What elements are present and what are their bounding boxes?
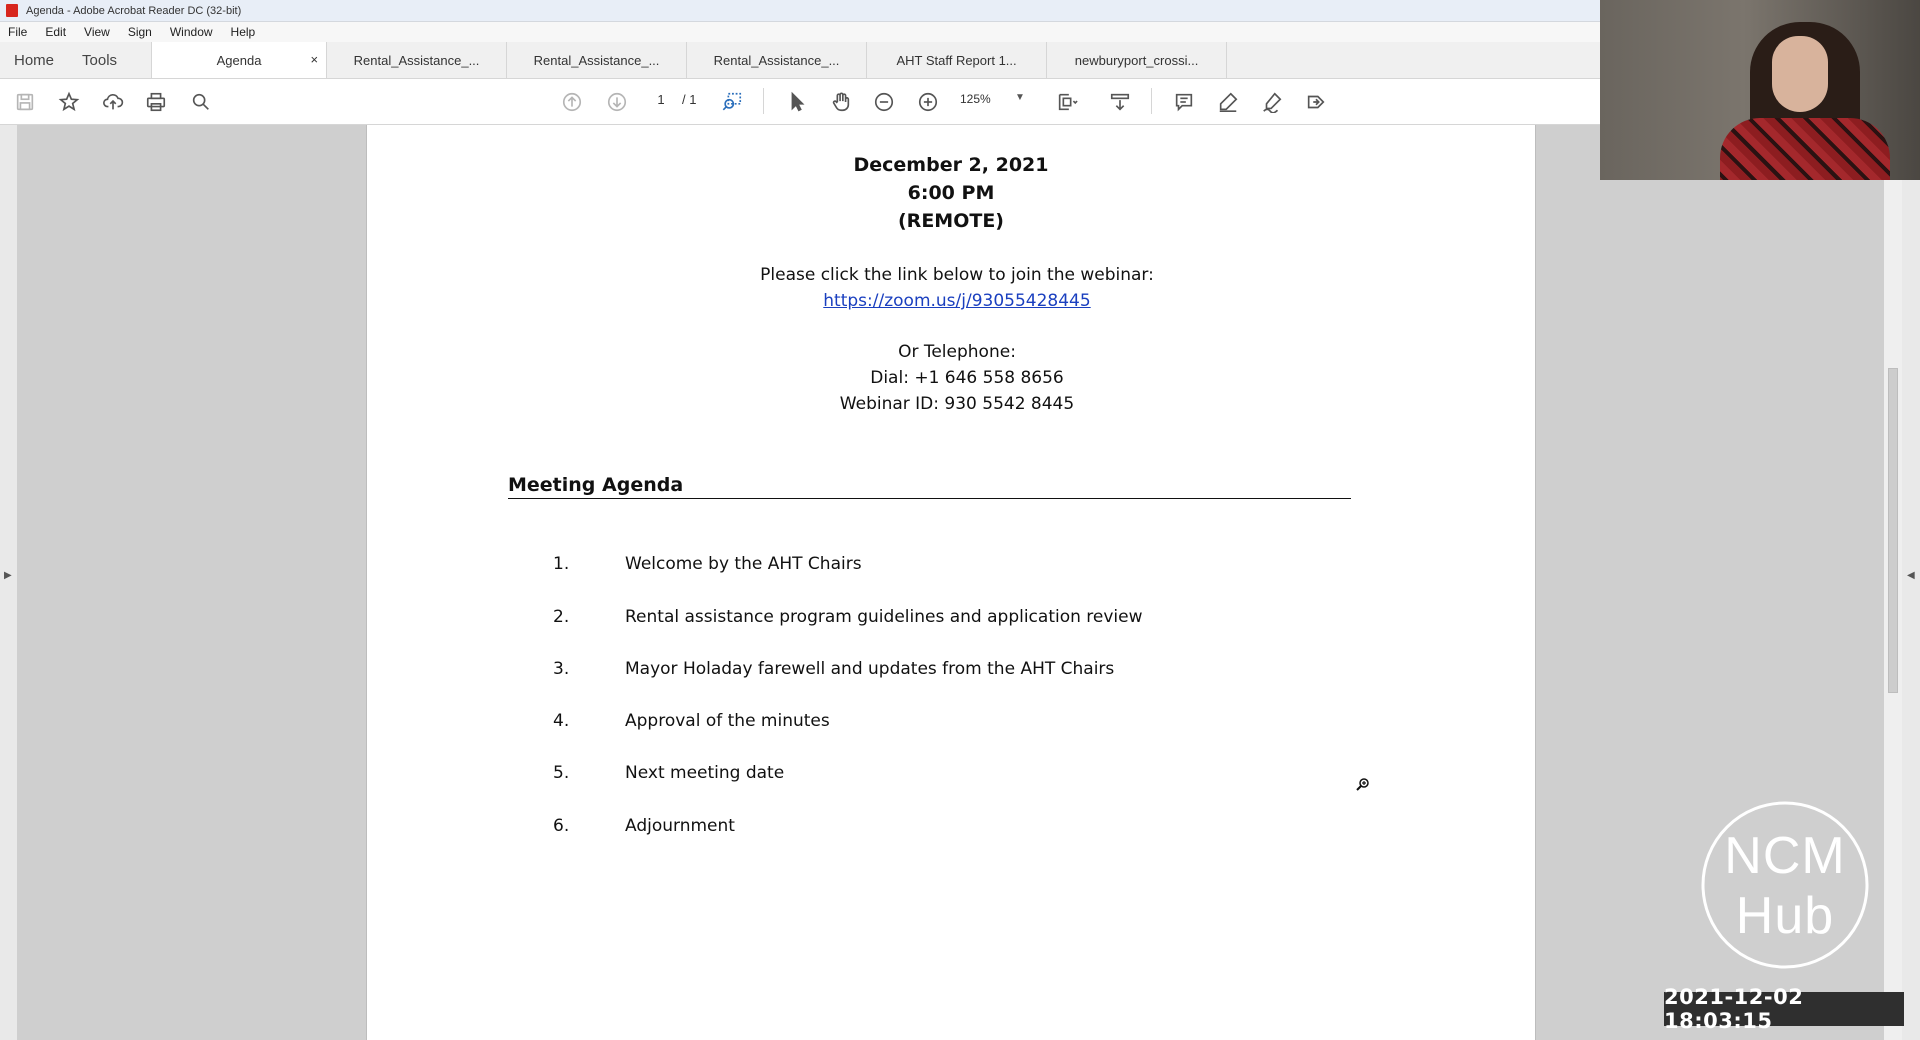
prev-page-icon[interactable] (557, 87, 587, 117)
share-icon[interactable] (1301, 87, 1331, 117)
webcam-video-feed (1600, 0, 1920, 180)
menu-file[interactable]: File (8, 25, 28, 39)
save-icon[interactable] (10, 87, 40, 117)
agenda-item-number: 3. (553, 659, 570, 679)
menu-edit[interactable]: Edit (45, 25, 67, 39)
agenda-item (553, 607, 1143, 627)
tab-document-newburyport[interactable] (1047, 42, 1227, 78)
tab-label: Rental_Assistance_... (713, 52, 840, 68)
tab-document-rental-2[interactable] (507, 42, 687, 78)
tab-bar (0, 42, 1600, 79)
chevron-down-icon[interactable]: ▼ (1015, 92, 1025, 103)
comment-icon[interactable] (1169, 87, 1199, 117)
next-page-icon[interactable] (602, 87, 632, 117)
recording-timestamp: 2021-12-02 18:03:15 (1664, 992, 1904, 1026)
agenda-item (553, 554, 862, 574)
tab-home[interactable]: Home (14, 51, 55, 69)
agenda-item-number: 6. (553, 816, 570, 836)
zoom-level-dropdown[interactable]: 125% (960, 92, 991, 106)
tab-document-aht-staff-report[interactable] (867, 42, 1047, 78)
zoom-cursor-icon (1356, 777, 1370, 791)
star-icon[interactable] (54, 87, 84, 117)
highlight-icon[interactable] (1213, 87, 1243, 117)
tab-label: AHT Staff Report 1... (896, 52, 1017, 68)
meeting-mode: (REMOTE) (898, 210, 1004, 232)
menu-bar (0, 22, 1600, 42)
zoom-in-icon[interactable] (913, 87, 943, 117)
agenda-item-number: 2. (553, 607, 570, 627)
vertical-scrollbar[interactable] (1884, 125, 1902, 1040)
tab-tools[interactable]: Tools (82, 51, 118, 69)
webinar-link-wrap (373, 291, 1541, 311)
meeting-time: 6:00 PM (907, 182, 995, 204)
left-panel-toggle[interactable] (0, 125, 18, 1040)
agenda-item-number: 1. (553, 554, 570, 574)
tab-label: Rental_Assistance_... (353, 52, 480, 68)
webcam-person-face (1772, 36, 1828, 112)
window-titlebar (0, 0, 1600, 22)
sign-icon[interactable] (1257, 87, 1287, 117)
expand-left-panel-icon[interactable]: ▶ (4, 570, 12, 581)
zoom-marquee-icon[interactable] (717, 87, 747, 117)
webinar-id: Webinar ID: 930 5542 8445 (839, 394, 1075, 414)
scrollbar-thumb[interactable] (1888, 368, 1898, 693)
tab-label: newburyport_crossi... (1074, 52, 1199, 68)
menu-sign[interactable]: Sign (127, 25, 152, 39)
tab-document-agenda[interactable] (151, 42, 327, 78)
menu-view[interactable]: View (84, 25, 110, 39)
toolbar-separator (763, 88, 764, 114)
right-panel-toggle[interactable] (1902, 125, 1920, 1040)
agenda-item-text: Approval of the minutes (625, 711, 830, 731)
expand-right-panel-icon[interactable]: ◀ (1907, 570, 1915, 581)
logo-line-hub: Hub (1735, 887, 1835, 945)
agenda-item-text: Welcome by the AHT Chairs (625, 554, 862, 574)
search-icon[interactable] (186, 87, 216, 117)
main-toolbar (0, 79, 1600, 125)
hand-icon[interactable] (826, 87, 856, 117)
tab-document-rental-3[interactable] (687, 42, 867, 78)
page-number-input[interactable]: 1 (657, 92, 665, 107)
upload-icon[interactable] (98, 87, 128, 117)
meeting-date: December 2, 2021 (853, 154, 1049, 176)
tab-label: Rental_Assistance_... (533, 52, 660, 68)
zoom-out-icon[interactable] (869, 87, 899, 117)
page-fit-icon[interactable] (1052, 87, 1082, 117)
agenda-item-text: Rental assistance program guidelines and application review (625, 607, 1143, 627)
pdf-page (366, 125, 1536, 1040)
webcam-person-shirt (1720, 118, 1890, 180)
print-icon[interactable] (141, 87, 171, 117)
agenda-item-text: Mayor Holaday farewell and updates from the AHT Chairs (625, 659, 1115, 679)
agenda-item (553, 763, 784, 783)
webinar-link[interactable]: https://zoom.us/j/93055428445 (823, 291, 1091, 311)
dial-number: Dial: +1 646 558 8656 (870, 368, 1064, 388)
menu-help[interactable]: Help (230, 25, 256, 39)
agenda-item-number: 5. (553, 763, 570, 783)
webinar-prompt: Please click the link below to join the webinar: (760, 265, 1154, 285)
menu-window[interactable]: Window (169, 25, 213, 39)
agenda-item (553, 659, 1114, 679)
agenda-item-number: 4. (553, 711, 570, 731)
close-tab-icon[interactable]: × (310, 52, 319, 67)
agenda-item-text: Next meeting date (625, 763, 785, 783)
tab-label: Agenda (216, 52, 262, 68)
acrobat-app-icon (6, 4, 18, 17)
scroll-mode-icon[interactable] (1105, 87, 1135, 117)
page-total-label: / 1 (682, 92, 697, 107)
logo-line-ncm: NCM (1724, 827, 1846, 885)
agenda-item-text: Adjournment (625, 816, 735, 836)
toolbar-separator (1151, 88, 1152, 114)
select-arrow-icon[interactable] (782, 87, 812, 117)
agenda-heading: Meeting Agenda (508, 474, 1351, 499)
phone-heading: Or Telephone: (898, 342, 1016, 362)
agenda-item (553, 711, 830, 731)
tab-document-rental-1[interactable] (327, 42, 507, 78)
agenda-item (553, 816, 735, 836)
window-title: Agenda - Adobe Acrobat Reader DC (32-bit) (26, 4, 242, 17)
